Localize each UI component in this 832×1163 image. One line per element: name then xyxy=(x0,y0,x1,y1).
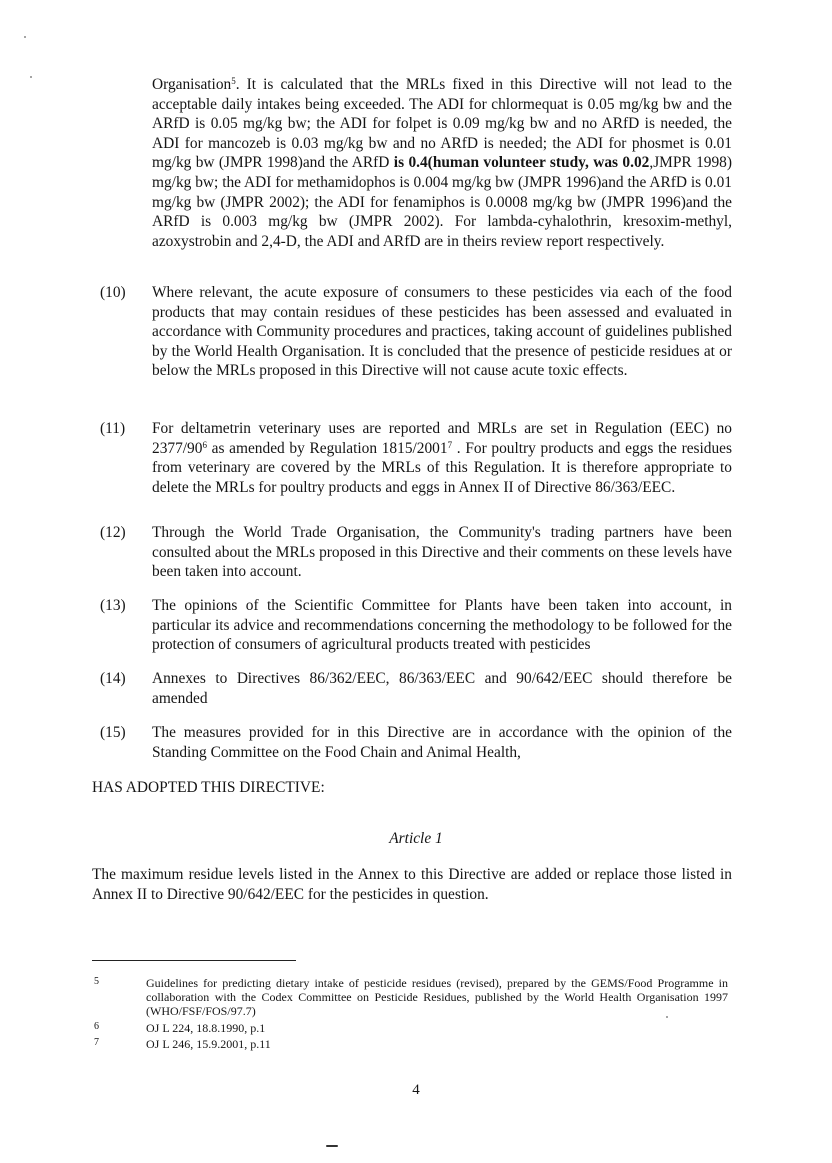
scan-speck xyxy=(24,36,26,38)
footnote-ref-6: 6 xyxy=(202,439,207,450)
recital-14-text: Annexes to Directives 86/362/EEC, 86/363/EEC and 90/642/EEC should therefore be amended xyxy=(152,670,732,707)
bold-phrase: is 0.4(human volunteer study, was 0.02 xyxy=(393,154,650,172)
scan-speck xyxy=(30,76,32,78)
adoption-statement: HAS ADOPTED THIS DIRECTIVE: xyxy=(92,779,325,796)
recital-number: (12) xyxy=(100,524,126,541)
recital-number: (13) xyxy=(100,597,126,614)
recital-9-continuation: Organisation$^5$. It is calculated that the MRLs fixed in this Directive will not lead to the acceptable daily intakes being exceeded. The ADI for chlormequat is 0.05 mg/kg bw and the ARfD is 0.05 mg/kg bw; the ADI for folpet is 0.09 mg/kg bw and no ARfD is needed, the ADI for mancozeb is 0.03 mg/kg bw and no ARfD is needed; the ADI for phosmet is 0.01 mg/kg bw (JMPR 1998)and the ARfD is 0.4(human volunteer study, was 0.02,JMPR 1998) mg/kg bw; the ADI for methamidophos is 0.004 mg/kg bw (JMPR 1996)and the ARfD is 0.01 mg/kg bw (JMPR 2002); the ADI for fenamiphos is 0.0008 mg/kg bw (JMPR 1996)and the ARfD is 0.003 mg/kg bw (JMPR 2002). For lambda-cyhalothrin, kresoxim-methyl, azoxystrobin and 2,4-D, the ADI and ARfD are in theirs review report respectively. xyxy=(152,76,732,250)
recital-number: (14) xyxy=(100,670,126,687)
recital-12-text: Through the World Trade Organisation, the Community's trading partners have been consulted about the MRLs proposed in this Directive and their comments on these levels have been taken into account. xyxy=(152,524,732,581)
footnote-5: Guidelines for predicting dietary intake of pesticide residues (revised), prepared by the GEMS/Food Programme in collaboration with the Codex Committee on Pesticide Residues, published by the World Health Organisation 1997 (WHO/FSF/FOS/97.7) xyxy=(146,976,728,1019)
footnote-number: 7 xyxy=(94,1037,99,1048)
footnote-number: 6 xyxy=(94,1021,99,1032)
recital-11-text: For deltametrin veterinary uses are reported and MRLs are set in Regulation (EEC) no $2377/90^6$ as amended by Regulation 1815/2001$^7$ . For poultry products and eggs the residues from veterinary are covered by the MRLs of this Regulation. It is therefore appropriate to delete the MRLs for poultry products and eggs in Annex II of Directive 86/363/EEC. xyxy=(152,420,732,496)
footnote-number: 5 xyxy=(94,976,99,987)
recital-15-text: The measures provided for in this Directive are in accordance with the opinion of the Standing Committee on the Food Chain and Animal Health, xyxy=(152,724,732,761)
footnote-ref-7: 7 xyxy=(447,439,453,450)
recital-number: (15) xyxy=(100,724,126,741)
recital-number: (11) xyxy=(100,420,126,437)
footnote-6: OJ L 224, 18.8.1990, p.1 xyxy=(146,1021,266,1035)
scan-speck xyxy=(666,1016,668,1018)
footnote-ref-5: 5 xyxy=(231,76,236,86)
recital-10-text: Where relevant, the acute exposure of consumers to these pesticides via each of the food products that may contain residues of these pesticides has been assessed and evaluated in accordance with Community procedures and practices, taking account of guidelines published by the World Health Organisation. It is concluded that the presence of pesticide residues at or below the MRLs proposed in this Directive will not cause acute toxic effects. xyxy=(152,284,732,380)
footnote-separator xyxy=(92,960,296,961)
recital-number: (10) xyxy=(100,284,126,301)
article-1-text: The maximum residue levels listed in the Annex to this Directive are added or replace those listed in Annex II to Directive 90/642/EEC for the pesticides in question. xyxy=(92,866,732,903)
scan-speck xyxy=(326,1145,338,1147)
article-heading: Article 1 xyxy=(389,830,443,847)
page-number: 4 xyxy=(412,1082,420,1098)
recital-13-text: The opinions of the Scientific Committee for Plants have been taken into account, in particular its advice and recommendations concerning the methodology to be followed for the protection of consumers of agricultural products treated with pesticides xyxy=(152,597,732,654)
footnote-7: OJ L 246, 15.9.2001, p.11 xyxy=(146,1037,271,1051)
